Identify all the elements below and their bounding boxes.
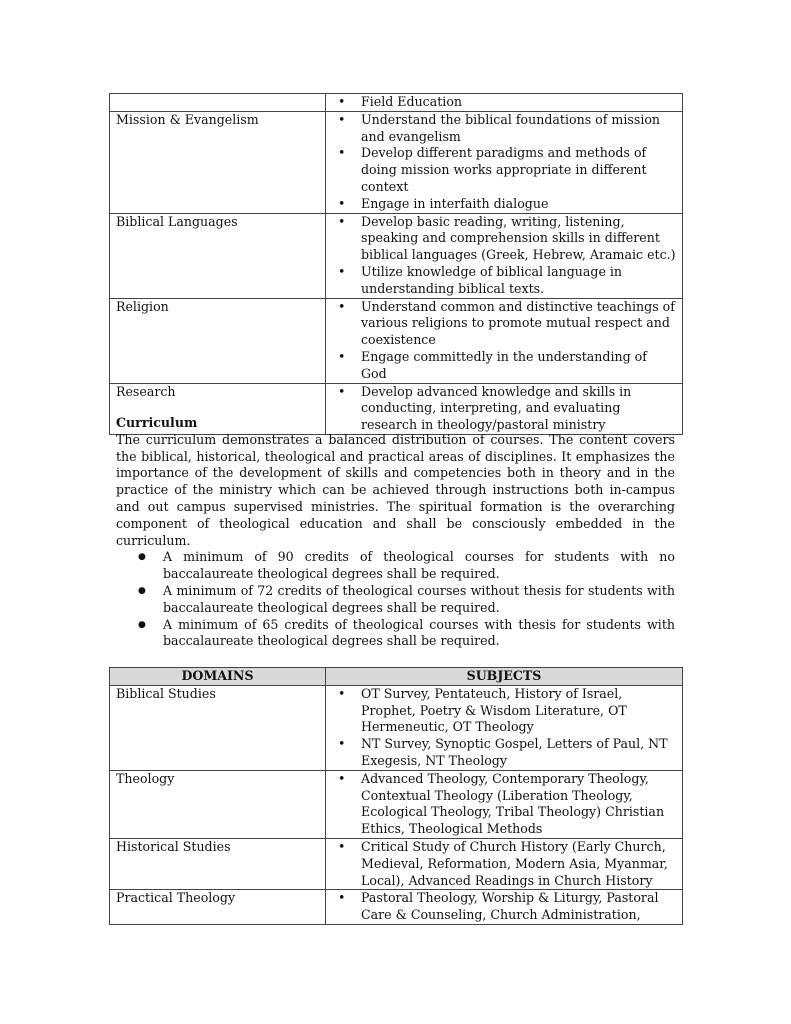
bullet-list	[332, 299, 676, 383]
domain-row	[110, 890, 683, 925]
objectives-row	[110, 111, 683, 213]
row-label: Theology	[110, 770, 326, 838]
row-label: Biblical Studies	[110, 685, 326, 770]
bullet-list	[332, 890, 676, 924]
bullet-item: • Pastoral Theology, Worship & Liturgy, Pastoral Care & Counseling, Church Administration,	[332, 890, 676, 924]
row-items-cell	[326, 685, 683, 770]
bullet-item: • Advanced Theology, Contemporary Theology, Contextual Theology (Liberation Theology, Ecological Theology, Tribal Theology) Christian Ethics, Theological Methods	[332, 771, 676, 838]
bullet-item: • Develop different paradigms and methods of doing mission works appropriate in different context	[332, 145, 676, 195]
curriculum-section	[116, 415, 675, 650]
row-items-cell	[326, 111, 683, 213]
credit-requirement-item: ● A minimum of 65 credits of theological courses with thesis for students with baccalaureate theological degrees shall be required.	[116, 617, 675, 651]
subjects-header: SUBJECTS	[326, 668, 683, 686]
row-items-cell	[326, 770, 683, 838]
credit-requirement-item: ● A minimum of 90 credits of theological courses for students with no baccalaureate theological degrees shall be required.	[116, 549, 675, 583]
row-label: Research	[110, 383, 326, 434]
bullet-item: • Critical Study of Church History (Early Church, Medieval, Reformation, Modern Asia, Myanmar, Local), Advanced Readings in Church History	[332, 839, 676, 889]
bullet-item: • NT Survey, Synoptic Gospel, Letters of Paul, NT Exegesis, NT Theology	[332, 736, 676, 770]
row-items-cell	[326, 298, 683, 383]
bullet-list	[332, 112, 676, 213]
bullet-list	[332, 214, 676, 298]
row-label: Religion	[110, 298, 326, 383]
domain-row	[110, 685, 683, 770]
bullet-item: • Understand the biblical foundations of mission and evangelism	[332, 112, 676, 146]
credit-requirements-list	[116, 549, 675, 650]
bullet-item: • Develop advanced knowledge and skills in conducting, interpreting, and evaluating research in theology/pastoral ministry	[332, 384, 676, 434]
objectives-row	[110, 94, 683, 112]
row-items-cell	[326, 213, 683, 298]
bullet-list	[332, 94, 676, 111]
row-items-cell	[326, 890, 683, 925]
bullet-item: • Utilize knowledge of biblical language in understanding biblical texts.	[332, 264, 676, 298]
bullet-list	[332, 686, 676, 770]
objectives-table-body	[110, 94, 683, 435]
bullet-item: • Engage in interfaith dialogue	[332, 196, 676, 213]
domain-row	[110, 770, 683, 838]
bullet-list	[332, 839, 676, 889]
bullet-item: • Engage committedly in the understanding of God	[332, 349, 676, 383]
bullet-item: • OT Survey, Pentateuch, History of Israel, Prophet, Poetry & Wisdom Literature, OT Hermeneutic, OT Theology	[332, 686, 676, 736]
curriculum-paragraph: The curriculum demonstrates a balanced distribution of courses. The content covers the biblical, historical, theological and practical areas of disciplines. It emphasizes the importance of the development of skills and competencies both in theory and in the practice of the ministry which can be achieved through instructions both in-campus and out campus supervised ministries. The spiritual formation is the overarching component of theological education and shall be consciously embedded in the curriculum.	[116, 431, 675, 548]
bullet-item: • Develop basic reading, writing, listening, speaking and comprehension skills in different biblical languages (Greek, Hebrew, Aramaic etc.)	[332, 214, 676, 264]
row-label: Biblical Languages	[110, 213, 326, 298]
bullet-item: • Field Education	[332, 94, 676, 111]
row-label	[110, 94, 326, 112]
domains-header: DOMAINS	[110, 668, 326, 686]
bullet-item: • Understand common and distinctive teachings of various religions to promote mutual respect and coexistence	[332, 299, 676, 349]
domains-table-body	[110, 685, 683, 924]
table-header-row	[110, 668, 683, 686]
domains-subjects-table	[109, 667, 683, 925]
credit-requirement-item: ● A minimum of 72 credits of theological courses without thesis for students with baccalaureate theological degrees shall be required.	[116, 583, 675, 617]
bullet-list	[332, 771, 676, 838]
row-items-cell	[326, 94, 683, 112]
objectives-row	[110, 213, 683, 298]
row-items-cell	[326, 838, 683, 889]
curriculum-heading: Curriculum	[116, 415, 198, 430]
objectives-row	[110, 298, 683, 383]
objectives-table	[109, 93, 683, 435]
domain-row	[110, 838, 683, 889]
row-label: Historical Studies	[110, 838, 326, 889]
row-label: Practical Theology	[110, 890, 326, 925]
row-label: Mission & Evangelism	[110, 111, 326, 213]
